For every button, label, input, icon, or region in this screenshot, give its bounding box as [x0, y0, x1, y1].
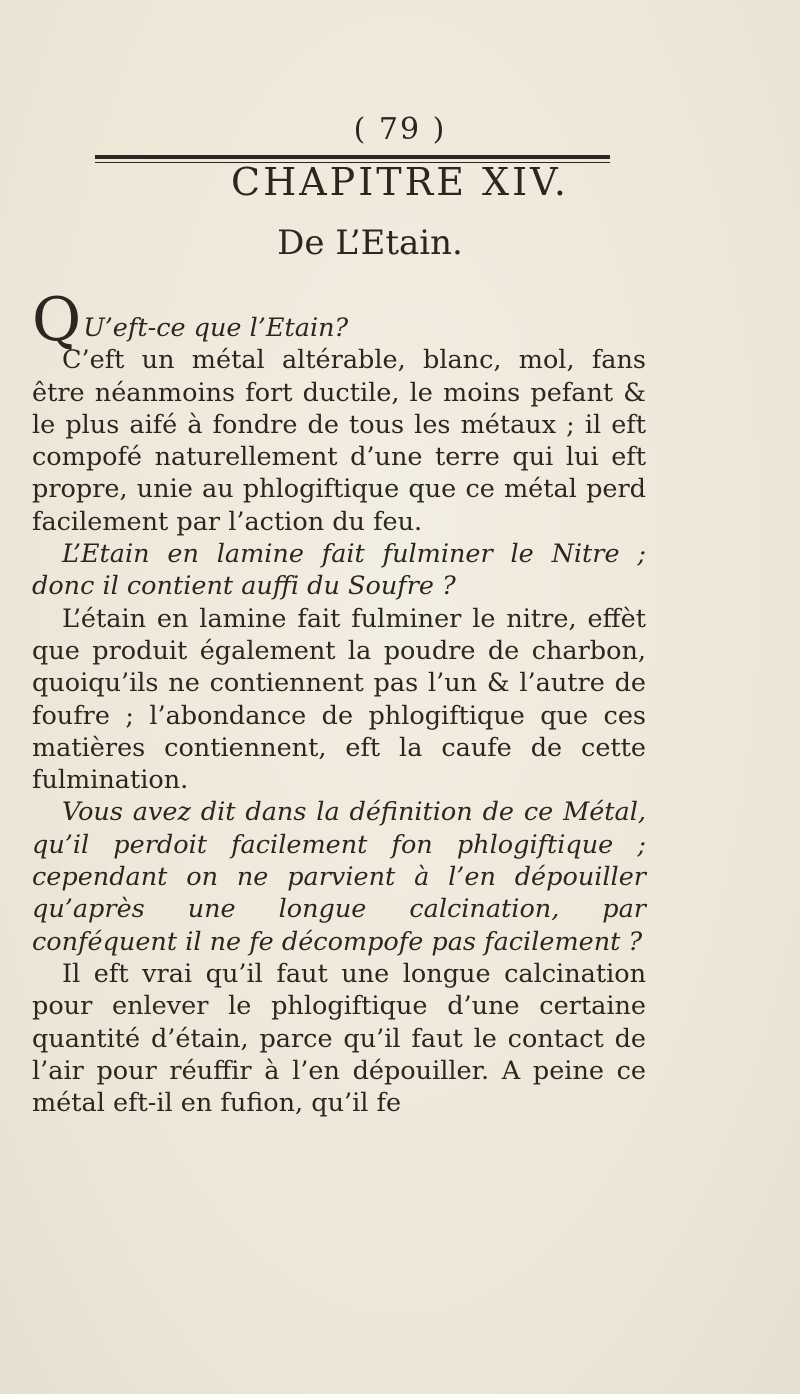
header-rule-thick — [95, 155, 610, 159]
answer-paragraph-2: L’étain en lamine fait fulminer le nitre, effèt que produit également la poudre de charbon, quoiqu’ils ne contiennent pas l’un & l’autre de foufre ; l’abondance de phlogiftique que ces matières contiennent, eft la caufe de cette fulmination. — [32, 603, 646, 796]
question-paragraph-2: L’Etain en lamine fait fulminer le Nitre ; donc il contient auffi du Soufre ? — [32, 539, 646, 602]
question-paragraph-3: Vous avez dit dans la définition de ce Métal, qu’il perdoit facilement fon phlogiftique ; cependant on ne parvient à l’en dépouiller qu’après une longue calcination, par conféquent il ne fe décompofe pas facilement ? — [32, 797, 646, 957]
body-text — [32, 285, 646, 1119]
page-number: ( 79 ) — [353, 112, 447, 147]
answer-paragraph-3: Il eft vrai qu’il faut une longue calcination pour enlever le phlogiftique d’une certaine quantité d’étain, parce qu’il faut le contact de l’air pour réuffir à l’en dépouiller. A peine ce métal eft-il en fufion, qu’il fe — [32, 958, 646, 1119]
drop-cap: Q — [32, 285, 82, 355]
answer-paragraph-1: C’eft un métal altérable, blanc, mol, fans être néanmoins fort ductile, le moins pefant & le plus aifé à fondre de tous les métaux ; il eft compofé naturellement d’une terre qui lui eft propre, unie au phlogiftique que ce métal perd facilement par l’action du feu. — [32, 345, 646, 537]
question-paragraph-1 — [32, 285, 646, 355]
chapter-title: CHAPITRE XIV. — [231, 160, 569, 204]
chapter-subtitle: De L’Etain. — [277, 223, 463, 263]
question-text-1: U’eft-ce que l’Etain? — [83, 313, 349, 343]
